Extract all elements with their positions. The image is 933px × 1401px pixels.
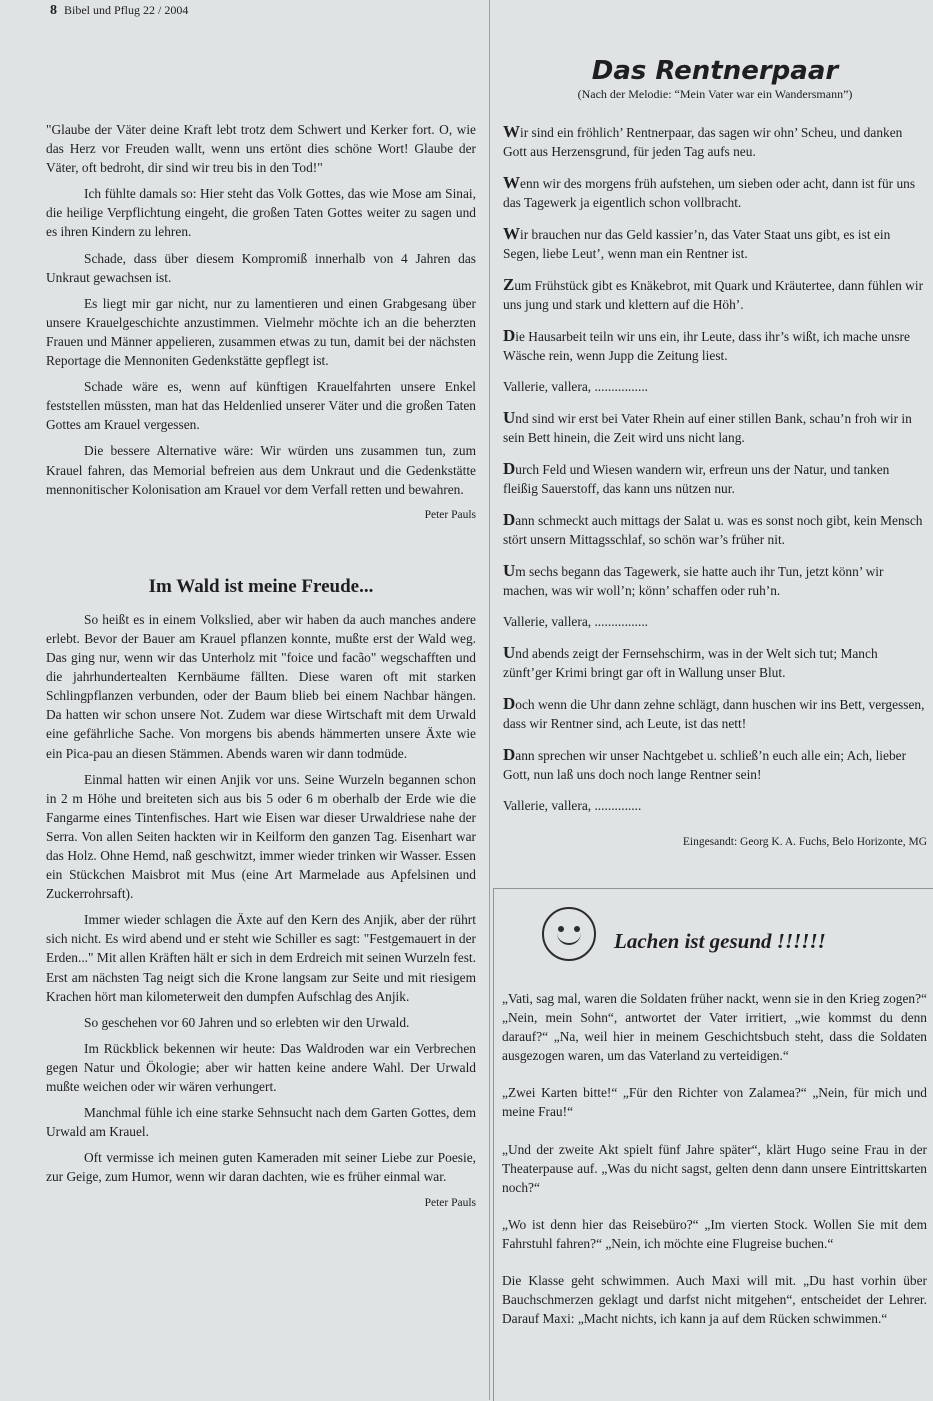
verse-initial: D [503, 694, 516, 713]
verse-text: um Frühstück gibt es Knäkebrot, mit Quark und Kräutertee, dann fühlen wir uns jung und stark und klettern auf die Höh’. [503, 278, 924, 312]
joke: „Zwei Karten bitte!“ „Für den Richter von Zalamea?“ „Nein, für mich und meine Frau!“ [502, 1085, 927, 1120]
paragraph: Schade, dass über diesem Kompromiß innerhalb von 4 Jahren das Unkraut gewachsen ist. [46, 250, 476, 285]
verse-initial: U [503, 561, 516, 580]
poem-verse [503, 694, 927, 733]
verse-initial: U [503, 643, 516, 662]
signature: Peter Pauls [424, 508, 476, 521]
verse-text: nd sind wir erst bei Vater Rhein auf einer stillen Bank, schau’n froh wir in sein Bett hinein, die Zeit wird uns nicht lang. [503, 411, 912, 445]
verse-text: ir sind ein fröhlich’ Rentnerpaar, das sagen wir ohn’ Scheu, und danken Gott aus Herzensgrund, für jeden Tag aufs neu. [503, 125, 903, 159]
paragraph: Ich fühlte damals so: Hier steht das Volk Gottes, das wie Mose am Sinai, die heilige Verpflichtung eingeht, die großen Taten Gottes weiter zu sagen und es ihren Kindern zu lehren. [46, 186, 476, 240]
poem-verse [503, 224, 927, 263]
poem-sender: Eingesandt: Georg K. A. Fuchs, Belo Horizonte, MG [682, 836, 927, 848]
article-krauel [46, 120, 476, 499]
verse-text: och wenn die Uhr dann zehne schlägt, dann huschen wir ins Bett, vergessen, dass wir Rentner sind, ach Leute, ist das nett! [503, 697, 925, 731]
poem-verse [503, 745, 927, 784]
verse-text: ann sprechen wir unser Nachtgebet u. schließ’n euch alle ein; Ach, lieber Gott, nun laß uns doch noch lange Rentner sein! [503, 748, 907, 782]
right-column [503, 56, 927, 852]
verse-initial: U [503, 408, 516, 427]
verse-text: ann schmeckt auch mittags der Salat u. was es sonst noch gibt, kein Mensch stört unsern Mittagsschlaf, so schön war’s früher nit. [503, 513, 923, 547]
verse-initial: D [503, 326, 516, 345]
joke: „Vati, sag mal, waren die Soldaten früher nackt, wenn sie in den Krieg zogen?“ „Nein, mein Sohn“, antwortet der Vater irritiert, „wie kommst du denn darauf?“ „Na, weil hier in meinem Geschichtsbuch steht, dass die Soldaten ausgezogen waren, um das Vaterland zu verteidigen.“ [502, 991, 927, 1064]
joke: Die Klasse geht schwimmen. Auch Maxi will mit. „Du hast vorhin über Bauchschmerzen geklagt und darfst nicht mitgehen“, entscheidet der Lehrer. Darauf Maxi: „Macht nichts, ich kann ja auf dem Rücken schwimmen.“ [502, 1273, 927, 1327]
paragraph: "Glaube der Väter deine Kraft lebt trotz dem Schwert und Kerker fort. O, wie das Herz vor Freuden wallt, wenn uns ertönt dies schöne Wort! Glaube der Väter, oft bedroht, dir sind wir treu bis in den Tod!" [46, 122, 476, 176]
jokes-list [502, 989, 927, 1346]
verse-text: enn wir des morgens früh aufstehen, um sieben oder acht, dann ist für uns das Tagewerk ja eigentlich schon vollbracht. [503, 176, 916, 210]
verse-initial: W [503, 224, 520, 243]
column-divider [489, 0, 490, 1400]
poem-verse [503, 326, 927, 365]
poem-stanza-1 [503, 122, 927, 365]
verse-text: ie Hausarbeit teiln wir uns ein, ihr Leute, dass ihr’s wißt, ich mache unsre Wäsche rein, wenn Jupp die Zeitung liest. [503, 329, 910, 363]
verse-initial: D [503, 510, 516, 529]
verse-text: urch Feld und Wiesen wandern wir, erfreun uns der Natur, und tanken fleißig Sauerstoff, das kann uns nützen nur. [503, 462, 890, 496]
verse-initial: Z [503, 275, 515, 294]
paragraph: Es liegt mir gar nicht, nur zu lamentieren und einen Grabgesang über unsere Krauelgeschichte anzustimmen. Vielmehr möchte ich an die beherzten Frauen und Männer appelieren, zusammen etwas zu tun, damit bei der nächsten Reportage die Mennoniten Gedenkstätte gepflegt ist. [46, 295, 476, 369]
verse-initial: W [503, 173, 520, 192]
issue-number: 22 / 2004 [143, 3, 189, 17]
refrain: Vallerie, vallera, ................ [503, 379, 649, 394]
poem-verse [503, 643, 927, 682]
paragraph: So geschehen vor 60 Jahren und so erlebten wir den Urwald. [84, 1014, 410, 1030]
verse-initial: D [503, 745, 516, 764]
jokes-title: Lachen ist gesund !!!!!! [614, 929, 826, 953]
verse-text: nd abends zeigt der Fernsehschirm, was in der Welt sich tut; Manch zünft’ger Krimi bringt gar oft in Wallung unser Blut. [503, 646, 878, 680]
poem-verse [503, 561, 927, 600]
signature: Peter Pauls [424, 1196, 476, 1209]
paragraph: Oft vermisse ich meinen guten Kameraden mit seiner Liebe zur Poesie, zur Geige, zum Humor, wenn wir daran dachten, wie es früher einmal war. [46, 1150, 476, 1185]
poem-title: Das Rentnerpaar [591, 56, 839, 86]
left-column [46, 120, 476, 1220]
jokes-box [493, 888, 933, 1401]
paragraph: Immer wieder schlagen die Äxte auf den Kern des Anjik, aber der rührt sich nicht. Es wird abend und er steht wie Schiller es sagt: "Festgemauert in der Erden..." Mit allen Kräften hält er sich in dem Erdreich mit seinen Wurzeln fest. Erst am nächsten Tag neigt sich die Krone langsam zur Seite und mit riesigem Krachen hört man kilometerweit den dumpfen Aufschlag des Anjik. [46, 912, 476, 1004]
paragraph: So heißt es in einem Volkslied, aber wir haben da auch manches andere erlebt. Bevor der Bauer am Krauel pflanzen konnte, mußte erst der Wald weg. Das ging nur, wenn wir das Unterholz mit "foice und facão" wegschafften und die jahrhundertealten Kernbäume fällten. Diese waren oft mit starken Schlingpflanzen verbunden, oder der Baum blieb bei einem Nachbar hängen. Da hatten wir schon unsere Not. Zudem war diese Wirtschaft mit dem Urwald eine gefährliche Sache. Von morgens bis abends hämmerten unsere Äxte wie ein Pica-pau an diesen Stämmen. Abends waren wir dann todmüde. [46, 611, 476, 761]
article-wald [46, 610, 476, 1187]
paragraph: Schade wäre es, wenn auf künftigen Krauelfahrten unsere Enkel feststellen müssten, man hat das Heldenlied unserer Väter und die großen Taten Gottes am Krauel vergessen. [46, 379, 476, 433]
refrain: Vallerie, vallera, ................ [503, 614, 649, 629]
paragraph: Einmal hatten wir einen Anjik vor uns. Seine Wurzeln begannen schon in 2 m Höhe und breiteten sich aus bis 5 oder 6 m oberhalb der Erde wie die Fangarme eines Tintenfisches. Hart wie Eisen war dieser Urwaldriese nahe der Serra. Von allen Seiten hackten wir in Keilform den ganzen Tag. Eisenhart war das Holz. Ohne Hemd, naß geschwitzt, immer wieder trinken wir Wasser. Essen ein Stückchen Maisbrot mit Mus (eine Art Marmelade aus Apfelsinen und Zuckerrohrsaft). [46, 771, 476, 902]
page-number: 8 [50, 3, 57, 18]
poem-stanza-2 [503, 408, 927, 600]
poem-verse [503, 275, 927, 314]
poem-subtitle: (Nach der Melodie: “Mein Vater war ein Wandersmann”) [577, 87, 853, 101]
paragraph: Die bessere Alternative wäre: Wir würden uns zusammen tun, zum Krauel fahren, das Memorial befreien aus dem Unkraut und die Gedenkstätte mennonitischer Kolonisation am Krauel vor dem Verfall retten und bewahren. [46, 443, 476, 497]
refrain: Vallerie, vallera, .............. [503, 798, 642, 813]
joke: „Wo ist denn hier das Reisebüro?“ „Im vierten Stock. Wollen Sie mit dem Fahrstuhl fahren?“ „Nein, ich möchte eine Flugreise buchen.“ [502, 1216, 927, 1251]
joke: „Und der zweite Akt spielt fünf Jahre später“, klärt Hugo seine Frau in der Theaterpause auf. „Was du nicht sagst, gelten denn dann unsere Eintrittskarten noch?“ [502, 1141, 927, 1195]
verse-text: m sechs begann das Tagewerk, sie hatte auch ihr Tun, jetzt könn’ wir machen, was wir woll’n; könn’ schaffen oder ruh’n. [503, 564, 884, 598]
poem-verse [503, 510, 927, 549]
article-heading: Im Wald ist meine Freude... [148, 575, 374, 597]
poem-verse [503, 173, 927, 212]
publication-name: Bibel und Pflug [64, 3, 141, 17]
verse-initial: D [503, 459, 516, 478]
paragraph: Manchmal fühle ich eine starke Sehnsucht nach dem Garten Gottes, dem Urwald am Krauel. [46, 1105, 476, 1140]
smiley-icon [542, 907, 596, 961]
poem-verse [503, 122, 927, 161]
poem-verse [503, 459, 927, 498]
verse-initial: W [503, 122, 520, 141]
poem-verse [503, 408, 927, 447]
page-header [50, 3, 188, 19]
verse-text: ir brauchen nur das Geld kassier’n, das Vater Staat uns gibt, es ist ein Segen, liebe Leut’, wenn man ein Rentner ist. [503, 227, 891, 261]
paragraph: Im Rückblick bekennen wir heute: Das Waldroden war ein Verbrechen gegen Natur und Ökologie; aber wir hatten keine andere Wahl. Der Urwald mußte weichen oder wir wären verhungert. [46, 1040, 476, 1095]
poem-stanza-3 [503, 643, 927, 784]
